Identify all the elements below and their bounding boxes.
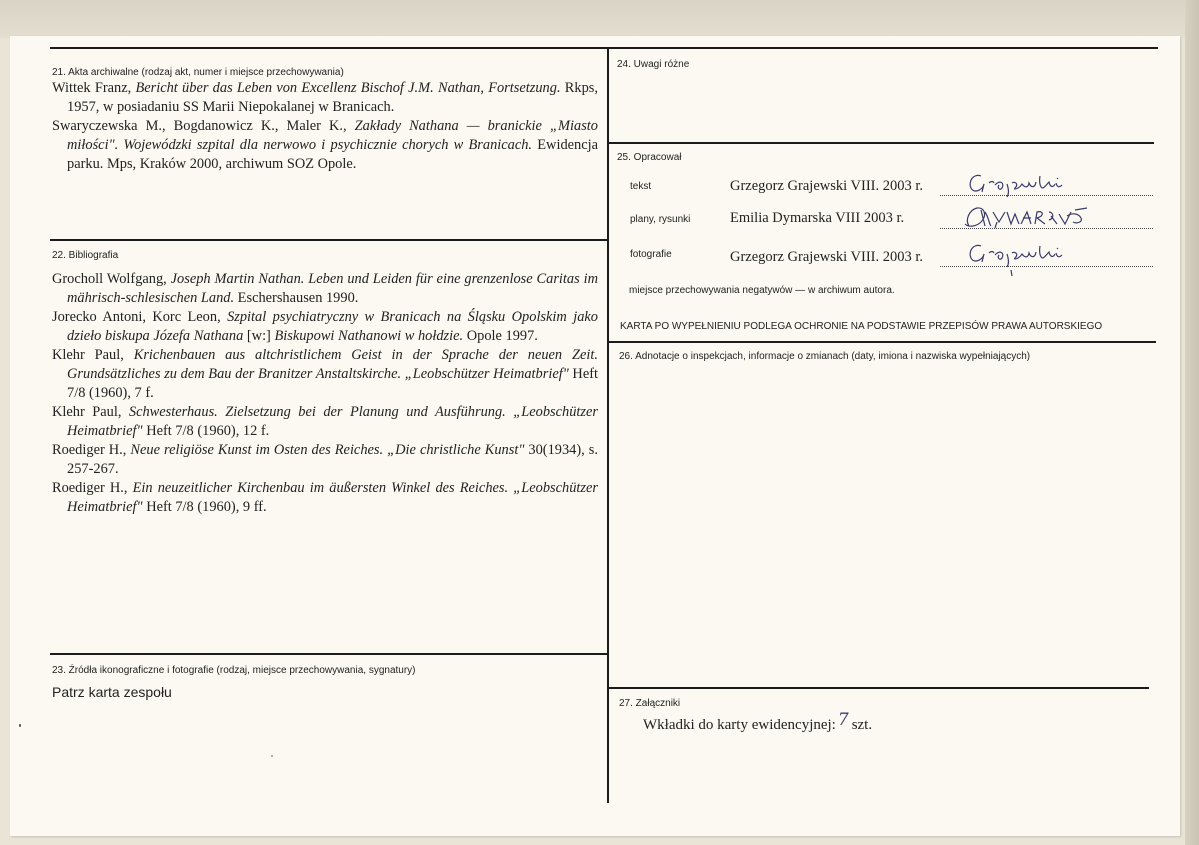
- bibliography-entry: Jorecko Antoni, Korc Leon, Szpital psychiatryczny w Branicach na Śląsku Opolskim jako dzieło biskupa Józefa Nathana [w:] Biskupowi Nathanowi w hołdzie. Opole 1997.: [52, 309, 598, 344]
- signature-dymarska: [955, 202, 1095, 234]
- s21-record: Wittek Franz, Bericht über das Leben von Excellenz Bischof J.M. Nathan, Fortsetzung. Rkps, 1957, w posiadaniu SS Marii Niepokalanej w Branicach.: [52, 80, 598, 115]
- scan-top-margin: [0, 0, 1199, 38]
- rule-s26-s27: [607, 687, 1149, 689]
- s21-records: [52, 79, 598, 174]
- rule-center: [607, 47, 609, 803]
- s25-value-plany: Emilia Dymarska VIII 2003 r.: [730, 210, 905, 226]
- s27-text-after: szt.: [851, 717, 873, 733]
- s27-text: [643, 710, 873, 734]
- s26-label: 26. Adnotacje o inspekcjach, informacje o zmianach (daty, imiona i nazwiska wypełniających): [619, 351, 1031, 362]
- s27-label: 27. Załączniki: [619, 698, 681, 709]
- rule-s25-s26: [607, 341, 1156, 343]
- bibliography-entry: Klehr Paul, Krichenbauen aus altchristlichem Geist in der Sprache der neuen Zeit. Grundsätzliches zu dem Bau der Branitzer Anstaltskirche. „Leobschützer Heimatbrief" Heft 7/8 (1960), 7 f.: [52, 347, 598, 401]
- bibliography-entry: Roediger H., Neue religiöse Kunst im Osten des Reiches. „Die christliche Kunst" 30(1934), s. 257-267.: [52, 442, 598, 477]
- s23-label: 23. Źródła ikonograficzne i fotografie (rodzaj, miejsce przechowywania, sygnatury): [52, 665, 416, 676]
- signature-grajewski-2: [965, 240, 1075, 276]
- s25-copyright: KARTA PO WYPEŁNIENIU PODLEGA OCHRONIE NA PODSTAWIE PRZEPISÓW PRAWA AUTORSKIEGO: [620, 321, 1103, 332]
- s25-value-tekst: Grzegorz Grajewski VIII. 2003 r.: [730, 178, 924, 194]
- bibliography-entry: Grocholl Wolfgang, Joseph Martin Nathan. Leben und Leiden für eine grenzenlose Caritas im mährisch-schlesischen Land. Eschershausen 1990.: [52, 271, 598, 306]
- s25-field-plany: plany, rysunki: [630, 214, 691, 225]
- rule-s21-s22: [50, 239, 608, 241]
- s25-label: 25. Opracował: [617, 152, 682, 163]
- record-card: [10, 36, 1180, 836]
- rule-top: [50, 47, 1158, 49]
- s25-field-tekst: tekst: [630, 181, 652, 192]
- s25-value-fotografie: Grzegorz Grajewski VIII. 2003 r.: [730, 249, 924, 265]
- s25-field-fotografie: fotografie: [630, 249, 672, 260]
- s27-text-before: Wkładki do karty ewidencyjnej:: [643, 717, 836, 733]
- rule-s24-s25: [607, 142, 1154, 144]
- signature-grajewski: [965, 170, 1075, 198]
- bibliography-entry: Roediger H., Ein neuzeitlicher Kirchenbau im äußersten Winkel des Reiches. „Leobschützer Heimatbrief" Heft 7/8 (1960), 9 ff.: [52, 480, 598, 515]
- scan-speck: [271, 755, 273, 757]
- bibliography-entry: Klehr Paul, Schwesterhaus. Zielsetzung bei der Planung und Ausführung. „Leobschützer Heimatbrief" Heft 7/8 (1960), 12 f.: [52, 404, 598, 439]
- s23-text: Patrz karta zespołu: [52, 684, 172, 700]
- s21-label: 21. Akta archiwalne (rodzaj akt, numer i miejsce przechowywania): [52, 67, 344, 78]
- scan-right-edge: [1185, 0, 1199, 845]
- s27-handwritten-count: 7: [837, 710, 849, 730]
- s25-negatives: miejsce przechowywania negatywów — w archiwum autora.: [629, 285, 895, 296]
- s22-label: 22. Bibliografia: [52, 250, 119, 261]
- s21-record: Swaryczewska M., Bogdanowicz K., Maler K., Zakłady Nathana — branickie „Miasto miłości". Wojewódzki szpital dla nerwowo i psychicznie chorych w Branicach. Ewidencja parku. Mps, Kraków 2000, archiwum SOZ Opole.: [52, 118, 599, 172]
- s24-label: 24. Uwagi różne: [617, 59, 690, 70]
- scan-speck: [19, 724, 21, 727]
- rule-s22-s23: [50, 653, 608, 655]
- s22-records: [52, 270, 598, 517]
